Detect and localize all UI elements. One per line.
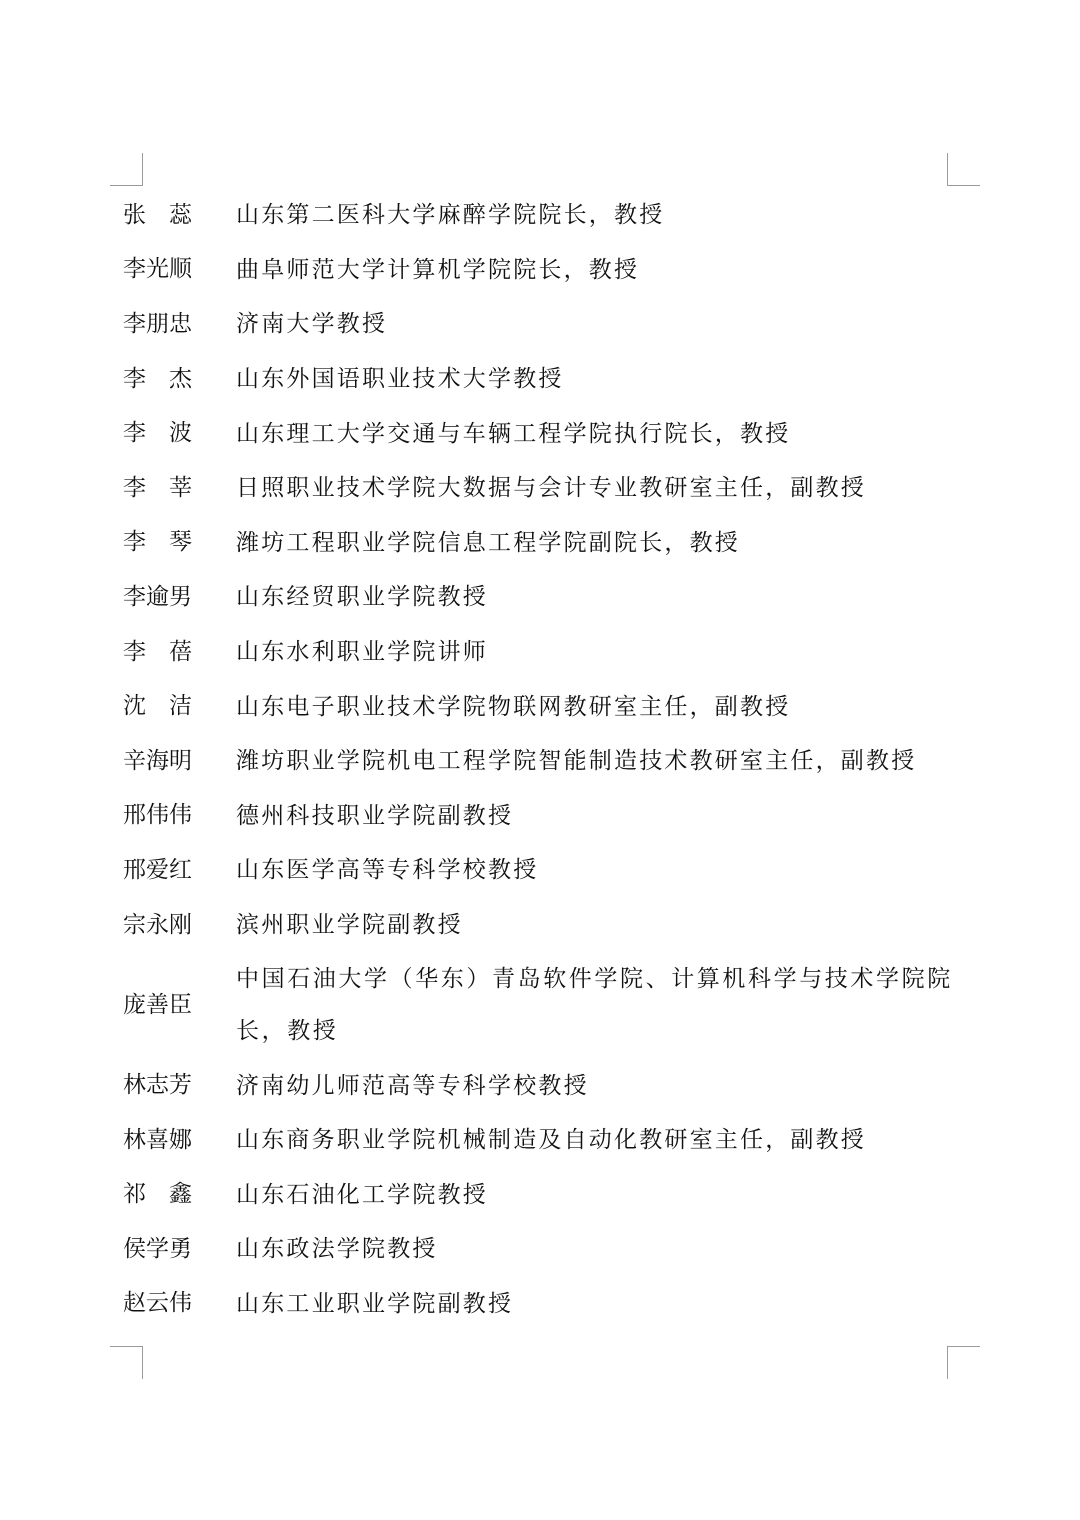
list-item [123,952,983,1058]
list-item [123,843,983,898]
member-name: 辛海明 [123,747,192,774]
list-item [123,297,983,352]
member-name: 李 杰 [123,365,192,392]
crop-mark-bottom-left [110,1346,143,1379]
member-name: 沈 洁 [123,693,192,720]
list-item [123,1058,983,1113]
member-name: 李逾男 [123,583,192,610]
member-description: 滨州职业学院副教授 [236,912,463,939]
member-description: 潍坊工程职业学院信息工程学院副院长，教授 [236,529,740,556]
member-name: 李 蓓 [123,638,192,665]
member-description: 山东理工大学交通与车辆工程学院执行院长，教授 [236,420,791,447]
list-item [123,679,983,734]
list-item [123,188,983,243]
list-item [123,352,983,407]
member-description: 山东第二医科大学麻醉学院院长，教授 [236,202,665,229]
member-name: 张 蕊 [123,201,192,228]
list-item [123,898,983,953]
member-description: 济南大学教授 [236,311,388,338]
member-description: 山东外国语职业技术大学教授 [236,366,564,393]
member-name: 李 莘 [123,474,192,501]
member-description: 济南幼儿师范高等专科学校教授 [236,1072,589,1099]
member-description: 曲阜师范大学计算机学院院长，教授 [236,256,640,283]
list-item [123,1277,983,1332]
member-description: 德州科技职业学院副教授 [236,802,514,829]
member-description: 日照职业技术学院大数据与会计专业教研室主任，副教授 [236,475,866,502]
member-description: 山东水利职业学院讲师 [236,639,488,666]
member-name: 林志芳 [123,1072,192,1099]
member-name: 庞善臣 [123,991,192,1018]
member-name: 邢爱红 [123,856,192,883]
member-name: 宗永刚 [123,911,192,938]
list-item [123,1113,983,1168]
member-name: 祁 鑫 [123,1181,192,1208]
member-name: 邢伟伟 [123,802,192,829]
list-item [123,1222,983,1277]
list-item [123,243,983,298]
list-item [123,516,983,571]
member-name: 赵云伟 [123,1290,192,1317]
member-name: 李 琴 [123,529,192,556]
list-item [123,406,983,461]
crop-mark-bottom-right [947,1346,980,1379]
member-description: 山东石油化工学院教授 [236,1181,488,1208]
member-name: 李 波 [123,420,192,447]
member-description: 山东政法学院教授 [236,1236,438,1263]
member-name: 林喜娜 [123,1126,192,1153]
list-item [123,1168,983,1223]
member-description: 山东工业职业学院副教授 [236,1290,514,1317]
member-description: 山东经贸职业学院教授 [236,584,488,611]
member-description: 山东医学高等专科学校教授 [236,857,539,884]
list-item [123,461,983,516]
member-name: 侯学勇 [123,1235,192,1262]
member-list [123,188,983,1331]
member-name: 李光顺 [123,256,192,283]
member-description: 中国石油大学（华东）青岛软件学院、计算机科学与技术学院院长，教授 [236,966,953,1045]
list-item [123,734,983,789]
list-item [123,625,983,680]
list-item [123,570,983,625]
crop-mark-top-left [110,153,143,186]
member-description: 山东商务职业学院机械制造及自动化教研室主任，副教授 [236,1127,866,1154]
crop-mark-top-right [947,153,980,186]
list-item [123,789,983,844]
member-description: 潍坊职业学院机电工程学院智能制造技术教研室主任，副教授 [236,748,917,775]
member-name: 李朋忠 [123,310,192,337]
member-description: 山东电子职业技术学院物联网教研室主任，副教授 [236,693,791,720]
